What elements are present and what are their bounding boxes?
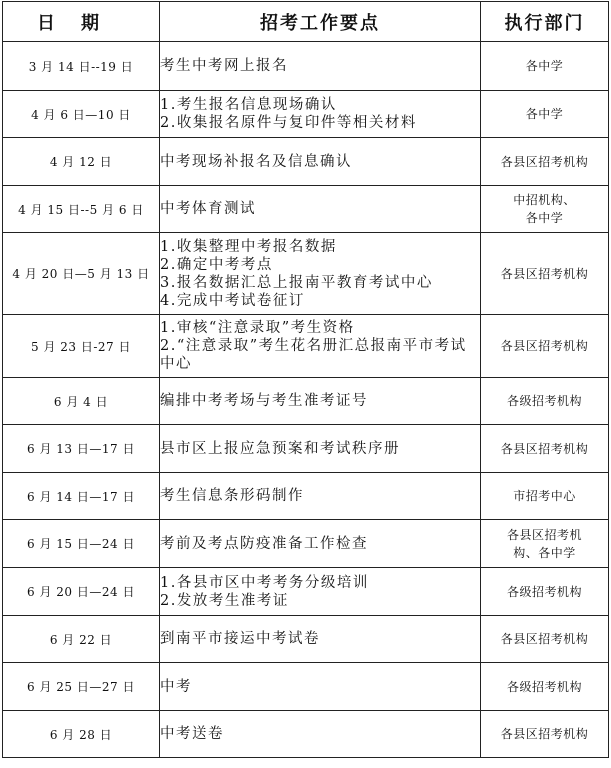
date-cell: 6 月 22 日	[3, 616, 160, 663]
dept-cell	[481, 711, 609, 758]
date-cell: 6 月 13 日—17 日	[3, 425, 160, 473]
dept-line: 各县区招考机构	[500, 339, 589, 353]
task-cell	[160, 711, 481, 758]
table-row	[3, 138, 609, 186]
task-line: 1.审核“注意录取”考生资格	[160, 320, 355, 336]
task-cell	[160, 42, 481, 91]
dept-line: 各县区招考机构	[500, 266, 589, 281]
task-cell	[160, 616, 481, 663]
dept-line: 各中学	[525, 107, 564, 121]
task-line: 县市区上报应急预案和考试秩序册	[160, 440, 400, 457]
task-cell	[160, 663, 481, 711]
dept-line: 构、各中学	[513, 545, 576, 560]
column-header-task: 招考工作要点	[160, 2, 481, 42]
date-cell: 5 月 23 日-27 日	[3, 315, 160, 378]
table-row	[3, 91, 609, 138]
table-row	[3, 425, 609, 473]
task-line: 1.各县市区中考考务分级培训	[160, 574, 369, 591]
dept-cell	[481, 233, 609, 315]
header-row	[3, 2, 609, 42]
task-line: 到南平市接运中考试卷	[160, 631, 320, 647]
dept-cell	[481, 520, 609, 568]
dept-line: 各县区招考机构	[500, 154, 589, 169]
task-line: 编排中考考场与考生准考证号	[160, 393, 368, 409]
task-cell	[160, 425, 481, 473]
task-cell	[160, 473, 481, 520]
task-line: 4.完成中考试卷征订	[160, 292, 305, 309]
task-line: 2.确定中考考点	[160, 256, 273, 273]
dept-line: 各中学	[525, 59, 564, 73]
dept-cell	[481, 473, 609, 520]
table-row	[3, 711, 609, 758]
table-row	[3, 663, 609, 711]
table-row	[3, 520, 609, 568]
dept-line: 各县区招考机构	[500, 727, 589, 741]
dept-line: 各级招考机构	[506, 584, 582, 599]
dept-cell	[481, 568, 609, 616]
date-cell: 4 月 12 日	[3, 138, 160, 186]
task-line: 2.“注意录取”考生花名册汇总报南平市考试中心	[160, 338, 467, 372]
task-line: 3.报名数据汇总上报南平教育考试中心	[160, 274, 433, 291]
task-cell	[160, 91, 481, 138]
table-row	[3, 42, 609, 91]
column-header-date: 日期	[3, 2, 160, 42]
task-line: 1.收集整理中考报名数据	[160, 238, 337, 255]
dept-cell	[481, 315, 609, 378]
date-cell: 4 月 6 日—10 日	[3, 91, 160, 138]
dept-line: 各县区招考机构	[500, 632, 589, 646]
dept-cell	[481, 42, 609, 91]
task-line: 中考现场补报名及信息确认	[160, 153, 352, 170]
task-cell	[160, 315, 481, 378]
table-row	[3, 568, 609, 616]
dept-cell	[481, 91, 609, 138]
task-cell	[160, 520, 481, 568]
table-row	[3, 616, 609, 663]
date-cell: 4 月 15 日--5 月 6 日	[3, 186, 160, 233]
table-row	[3, 315, 609, 378]
date-cell: 6 月 25 日—27 日	[3, 663, 160, 711]
task-line: 考生信息条形码制作	[160, 488, 304, 504]
task-line: 中考体育测试	[160, 201, 256, 217]
column-header-dept: 执行部门	[481, 2, 609, 42]
table-row	[3, 233, 609, 315]
date-cell: 6 月 20 日—24 日	[3, 568, 160, 616]
task-cell	[160, 378, 481, 425]
dept-cell	[481, 138, 609, 186]
dept-line: 各县区招考机构	[500, 441, 589, 456]
date-cell: 6 月 14 日—17 日	[3, 473, 160, 520]
task-line: 考前及考点防疫准备工作检查	[160, 535, 368, 552]
dept-line: 各级招考机构	[506, 394, 582, 408]
dept-line: 各县区招考机	[506, 527, 582, 542]
task-cell	[160, 186, 481, 233]
date-cell: 6 月 28 日	[3, 711, 160, 758]
table-row	[3, 378, 609, 425]
task-cell	[160, 233, 481, 315]
dept-cell	[481, 378, 609, 425]
task-line: 中考	[160, 678, 192, 695]
date-cell: 4 月 20 日—5 月 13 日	[3, 233, 160, 315]
task-line: 1.考生报名信息现场确认	[160, 97, 337, 113]
dept-cell	[481, 186, 609, 233]
schedule-table	[2, 1, 609, 758]
dept-line: 各中学	[525, 211, 564, 225]
task-cell	[160, 138, 481, 186]
task-line: 2.收集报名原件与复印件等相关材料	[160, 115, 417, 131]
table-row	[3, 473, 609, 520]
dept-line: 各级招考机构	[506, 679, 582, 694]
dept-cell	[481, 616, 609, 663]
task-line: 考生中考网上报名	[160, 58, 288, 74]
dept-line: 市招考中心	[513, 489, 576, 503]
date-cell: 6 月 15 日—24 日	[3, 520, 160, 568]
task-line: 中考送卷	[160, 726, 224, 742]
date-cell: 3 月 14 日--19 日	[3, 42, 160, 91]
task-line: 2.发放考生准考证	[160, 592, 289, 609]
table-row	[3, 186, 609, 233]
dept-line: 中招机构、	[513, 193, 576, 207]
dept-cell	[481, 663, 609, 711]
date-cell: 6 月 4 日	[3, 378, 160, 425]
dept-cell	[481, 425, 609, 473]
task-cell	[160, 568, 481, 616]
